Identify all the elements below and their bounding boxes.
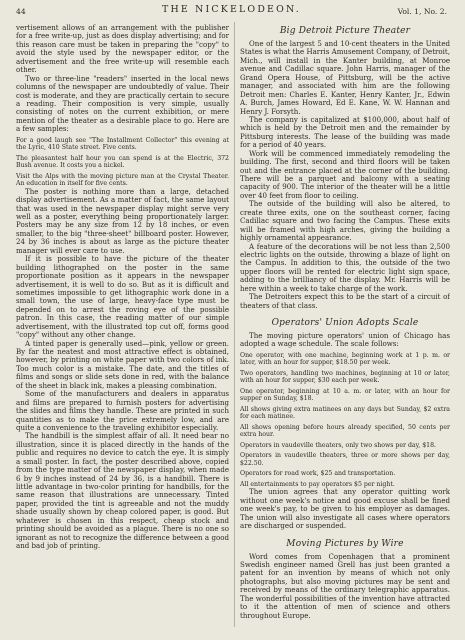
paragraph: The union agrees that any operator quitting work without one week's notice and good excuse shall be fined one week's pay, to be given to his employer as damages. The union will also investigate all cases where operators are discharged or suspended. bbox=[240, 487, 450, 531]
paragraph: The poster is nothing more than a large, detached display advertisement. As a matter of fact, the same layout that was used in the newspaper display might serve very well as a poster, everything being proportionately larger. Posters may be any size from 12 by 18 inches, or even smaller, to the big "three-sheet" billboard poster. However, 24 by 36 inches is about as large as the picture theater manager will ever care to use. bbox=[16, 186, 229, 255]
left-column bbox=[16, 24, 229, 634]
paragraph: Some of the manufacturers and dealers in apparatus and films are prepared to furnish posters for advertising the slides and films they handle. These are printed in such quantities as to make the price extremely low, and are quite a convenience to the traveling exhibitor especially. bbox=[16, 389, 229, 432]
column-divider bbox=[234, 22, 235, 627]
sample-text: All shows giving extra matinees on any days but Sunday, $2 extra for each matinee. bbox=[240, 405, 450, 421]
paragraph: Word comes from Copenhagen that a prominent Swedish engineer named Grell has just been granted a patent for an invention by means of which not only photographs, but also moving pictures may be sent and received by means of the ordinary telegraphic apparatus. The wonderful possibilities of the invention have attracted to it the attention of men of science and others throughout Europe. bbox=[240, 551, 450, 620]
paragraph: The Detroiters expect this to be the start of a circuit of theaters of that class. bbox=[240, 292, 450, 310]
sample-text: One operator, with one machine, beginning work at 1 p. m. or later, with an hour for supper, $18.50 per week. bbox=[240, 351, 450, 367]
sample-text: Two operators, handling two machines, beginning at 10 or later, with an hour for supper, $30 each per week. bbox=[240, 369, 450, 385]
paragraph: A feature of the decorations will be not less than 2,500 electric lights on the outside, throwing a blaze of light on the Campus. In addition to this, the outside of the two upper floors will be rented for electric light sign space, adding to the brilliancy of the display. Mr. Harris will be here within a week to take charge of the work. bbox=[240, 241, 450, 293]
paragraph: Two or three-line "readers" inserted in the local news columns of the newspaper are undoubtedly of value. Their cost is moderate, and they are practically certain to secure a reading. Their composition is very simple, usually consisting of notes on the current exhibition, or mere mention of the theater as a desirable place to go. Here are a few samples: bbox=[16, 73, 229, 134]
right-column bbox=[240, 24, 450, 634]
sample-text: Visit the Alps with the moving picture man at the Crystal Theater. An education in itself for five cents. bbox=[16, 172, 229, 188]
paragraph: Work will be commenced immediately remodeling the building. The first, second and third floors will be taken out and the entrance placed at the corner of the building. There will be a parquet and balcony with a seating capacity of 900. The interior of the theater will be a little over 40 feet from floor to ceiling. bbox=[240, 148, 450, 200]
paragraph: One of the largest 5 and 10-cent theaters in the United States is what the Harris Amusement Company, of Detroit, Mich., will install in the Kanter building, at Monroe avenue and Cadillac square. John Harris, manager of the Grand Opera House, of Pittsburg, will be the active manager, and associated with him are the following Detroit men: Charles E. Kanter, Henry Kanter, Jr., Edwin A. Burch, James Howard, Ed E. Kane, W. W. Hannan and Henry J. Forsyth. bbox=[240, 39, 450, 116]
paragraph: vertisement allows of an arrangement with the publisher for a free write-up, just as does display advertising; and for this reason care must be taken in preparing the "copy" to avoid the style used by the newspaper editor, or the advertisement and the free write-up will resemble each other. bbox=[16, 24, 229, 75]
sample-text: The pleasantest half hour you can spend is at the Electric, 372 Bush avenue. It costs you a nickel. bbox=[16, 154, 229, 170]
paragraph: If it is possible to have the picture of the theater building lithographed on the poster in the same proportionate position as it appears in the newspaper advertisement, it is well to do so. But as it is difficult and sometimes impossible to get lithographic work done in a small town, the use of large, heavy-face type must be depended on to arrest the roving eye of the possible patron. In this case, the reading matter of our simple advertisement, with the illustrated top cut off, forms good "copy" without any other change. bbox=[16, 254, 229, 340]
paragraph: The moving picture operators' union of Chicago has adopted a wage schedule. The scale follows: bbox=[240, 331, 450, 349]
paragraph: The company is capitalized at $100,000, about half of which is held by the Detroit men and the remainder by Pittsburg interests. The lease of the building was made for a period of 40 years. bbox=[240, 114, 450, 150]
sample-text: All shows opening before hours already specified, 50 cents per extra hour. bbox=[240, 423, 450, 439]
sample-text: One operator, beginning at 10 a. m. or later, with an hour for supper on Sunday, $18. bbox=[240, 387, 450, 403]
sample-text: All entertainments to pay operators $5 per night. bbox=[240, 480, 395, 488]
paragraph: A tinted paper is generally used—pink, yellow or green. By far the neatest and most attractive effect is obtained, however, by printing on white paper with two colors of ink. Too much color is a mistake. The date, and the titles of films and songs or slide sets done in red, with the balance of the sheet in black ink, makes a pleasing combination. bbox=[16, 338, 229, 390]
volume-info: Vol. 1, No. 2. bbox=[397, 7, 447, 16]
article-heading: Moving Pictures by Wire bbox=[286, 538, 404, 549]
page-header bbox=[16, 4, 447, 18]
masthead: THE NICKELODEON. bbox=[162, 4, 301, 15]
paragraph: The handbill is the simplest affair of all. It need bear no illustration, since it is placed directly in the hands of the public and requires no device to catch the eye. It is simply a small poster. In fact, the poster described above, copied from the type matter of the newspaper display, when made 6 by 9 inches instead of 24 by 36, is a handbill. There is little advantage in two-color printing for handbills, for the same reason that illustrations are unnecessary. Tinted paper, provided the tint is agreeable and not the muddy shade usually shown by cheap colored paper, is good. But whatever is chosen in this respect, cheap stock and printing should be avoided as a plague. There is no one so ignorant as not to recognize the difference between a good and bad job of printing. bbox=[16, 431, 229, 551]
sample-text: Operators for road work, $25 and transportation. bbox=[240, 470, 396, 478]
sample-text: Operators in vaudeville theaters, three or more shows per day, $22.50. bbox=[240, 452, 450, 467]
article-heading: Big Detroit Picture Theater bbox=[279, 26, 411, 36]
page-number: 44 bbox=[16, 7, 26, 16]
paragraph: The outside of the building will also be altered, to create three exits, one on the southeast corner, facing Cadillac square and two facing the Campus. These exits will be framed with high arches, giving the building a highly ornamental appearance. bbox=[240, 199, 450, 243]
sample-text: Operators in vaudeville theaters, only two shows per day, $18. bbox=[240, 441, 437, 449]
sample-text: For a good laugh see "The Installment Collector" this evening at the Lyric, 410 State street. Five cents. bbox=[16, 136, 229, 152]
article-heading: Operators' Union Adopts Scale bbox=[271, 318, 419, 328]
